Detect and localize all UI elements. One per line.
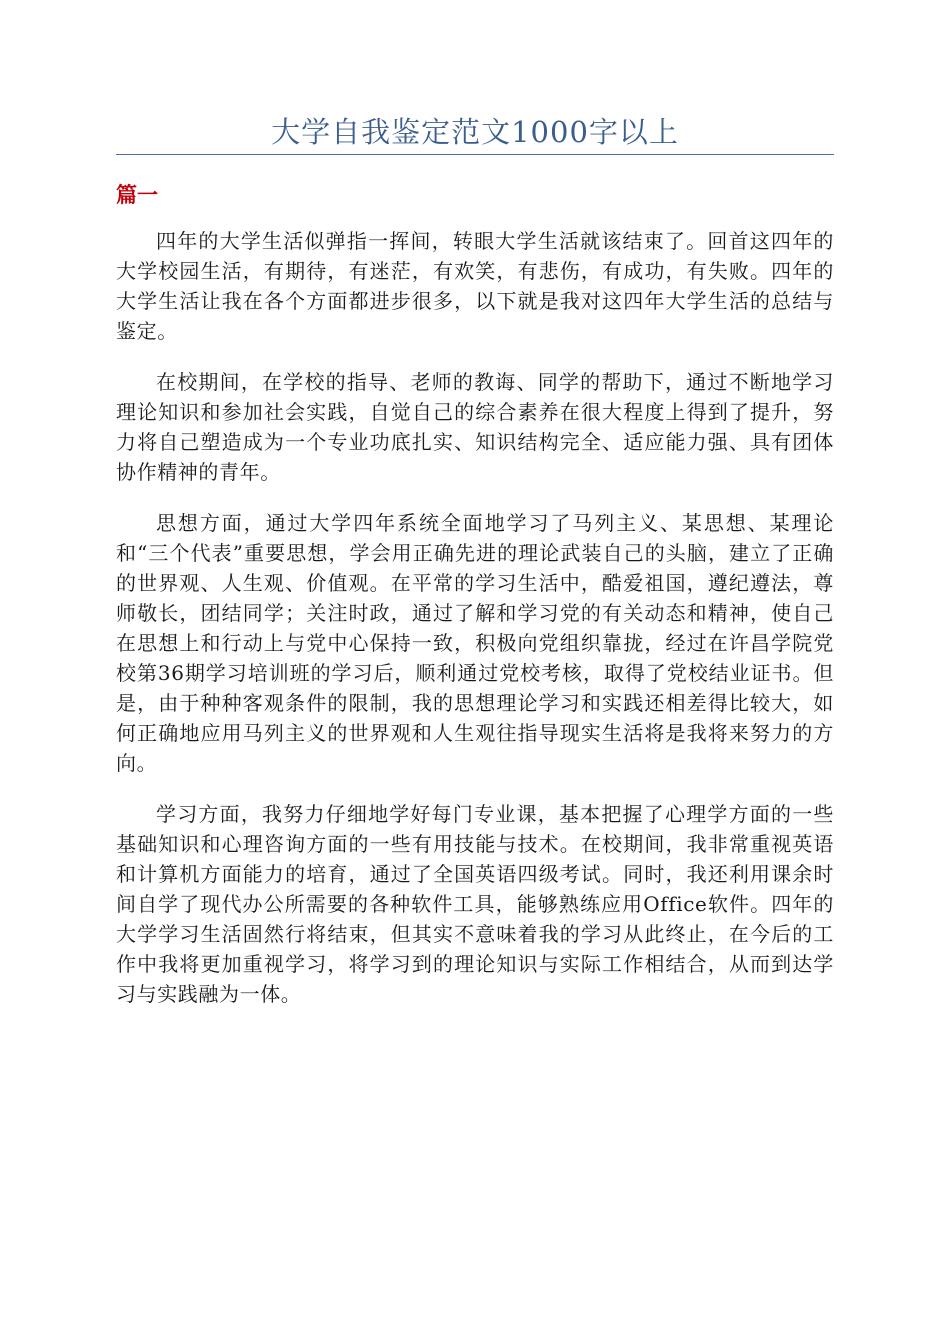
paragraph-study: 学习方面，我努力仔细地学好每门专业课，基本把握了心理学方面的一些基础知识和心理咨询方面的一些有用技能与技术。在校期间，我非常重视英语和计算机方面能力的培育，通过了全国英语四级考试。同时，我还利用课余时间自学了现代办公所需要的各种软件工具，能够熟练应用Office软件。四年的大学学习生活固然行将结束，但其实不意味着我的学习从此终止，在今后的工作中我将更加重视学习，将学习到的理论知识与实际工作相结合，从而到达学习与实践融为一体。 — [116, 802, 834, 1006]
title-underline — [116, 154, 834, 155]
document-body — [116, 226, 834, 1029]
paragraph-school-period: 在校期间，在学校的指导、老师的教诲、同学的帮助下，通过不断地学习理论知识和参加社会实践，自觉自己的综合素养在很大程度上得到了提升，努力将自己塑造成为一个专业功底扎实、知识结构完全、适应能力强、具有团体协作精神的青年。 — [116, 370, 834, 484]
document-title: 大学自我鉴定范文1000字以上 — [271, 115, 679, 149]
section-heading: 篇一 — [116, 183, 158, 207]
paragraph-intro: 四年的大学生活似弹指一挥间，转眼大学生活就该结束了。回首这四年的大学校园生活，有期待，有迷茫，有欢笑，有悲伤，有成功，有失败。四年的大学生活让我在各个方面都进步很多，以下就是我对这四年大学生活的总结与鉴定。 — [116, 229, 834, 343]
paragraph-ideology: 思想方面，通过大学四年系统全面地学习了马列主义、某思想、某理论和“三个代表”重要思想，学会用正确先进的理论武装自己的头脑，建立了正确的世界观、人生观、价值观。在平常的学习生活中，酷爱祖国，遵纪遵法，尊师敬长，团结同学；关注时政，通过了解和学习党的有关动态和精神，使自己在思想上和行动上与党中心保持一致，积极向党组织靠拢，经过在许昌学院党校第36期学习培训班的学习后，顺利通过党校考核，取得了党校结业证书。但是，由于种种客观条件的限制，我的思想理论学习和实践还相差得比较大，如何正确地应用马列主义的世界观和人生观往指导现实生活将是我将来努力的方向。 — [116, 511, 834, 775]
